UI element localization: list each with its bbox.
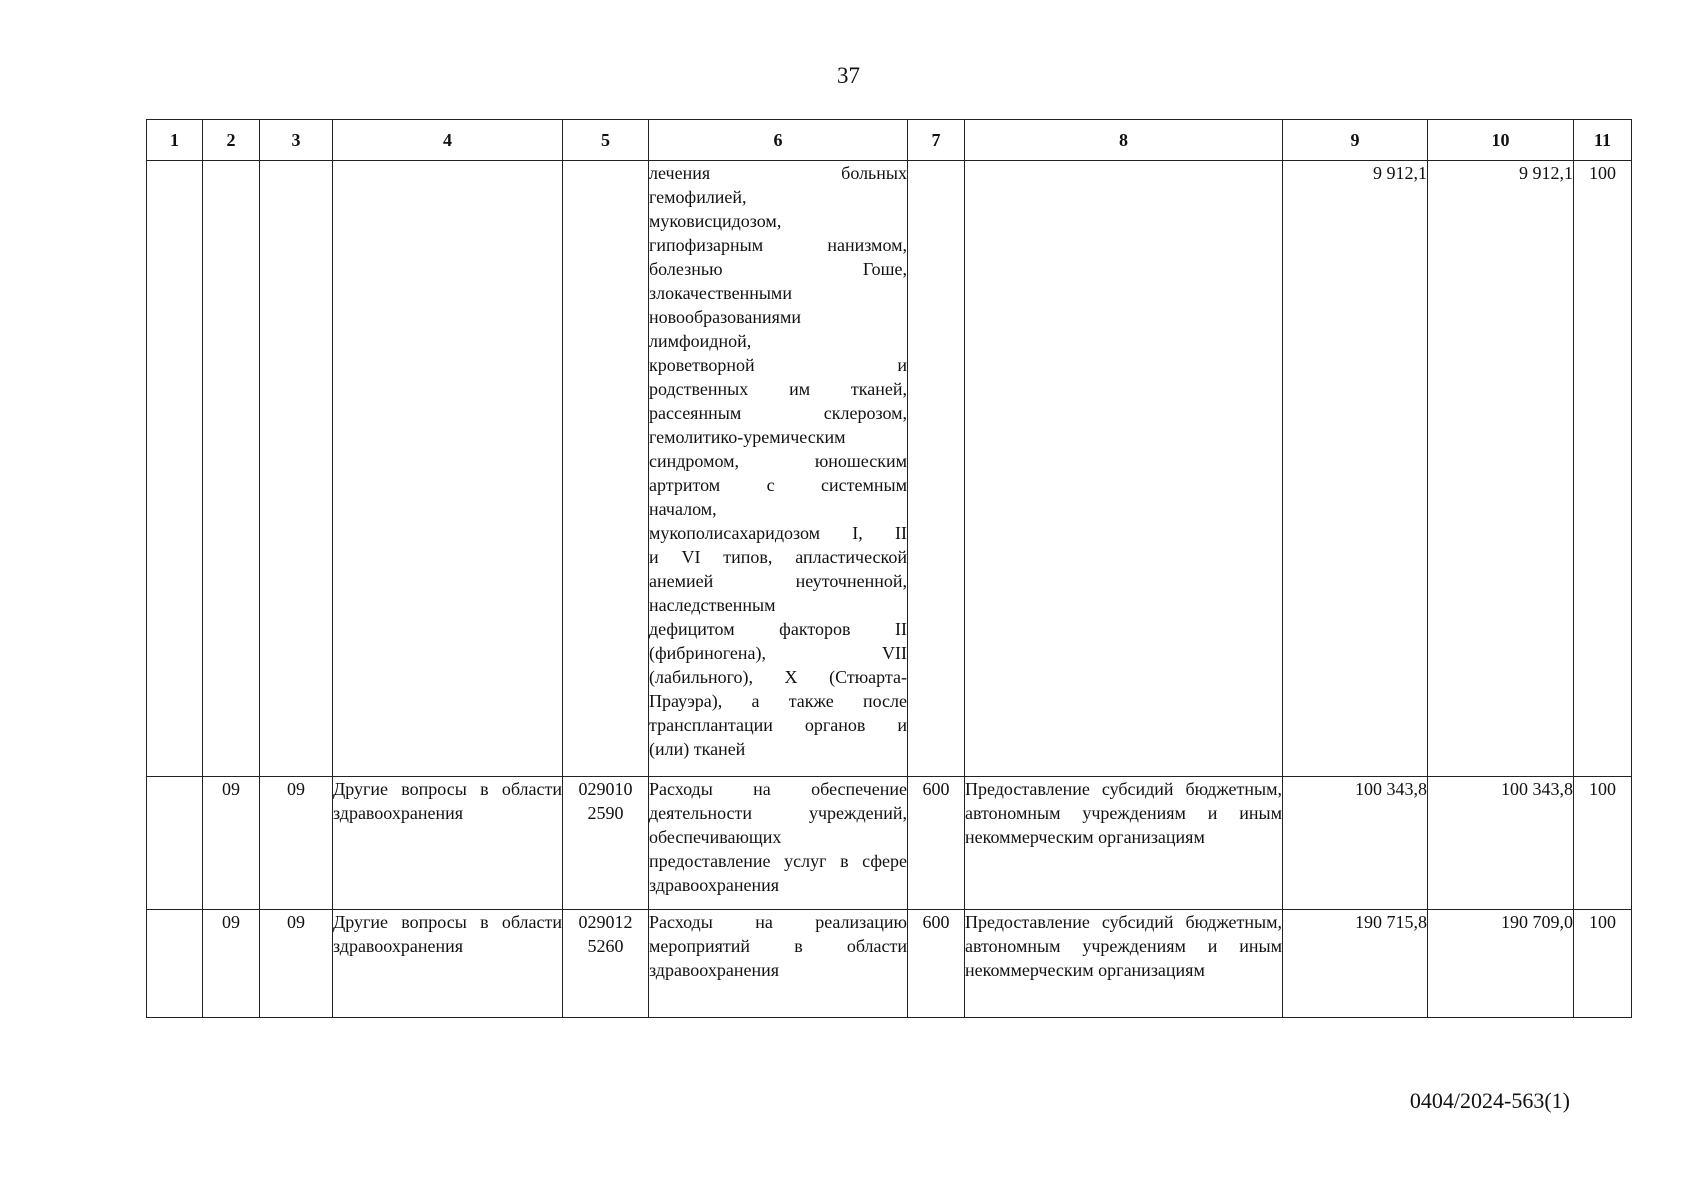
table-row [147,910,1632,1018]
column-header-7: 7 [908,120,965,161]
description-line: лечения больных [649,163,907,183]
cell-subsection [260,161,333,777]
description-line: муковисцидозом, [649,211,782,231]
column-header-5: 5 [563,120,649,161]
target-code-part: 2590 [587,803,624,823]
description-line: дефицитом факторов II [649,619,907,639]
cell-col1 [147,910,203,1018]
cell-subsection: 09 [260,777,333,910]
target-code-part: 029012 [578,912,633,932]
target-code-part: 029010 [578,779,633,799]
cell-subsection: 09 [260,910,333,1018]
cell-target-code [563,777,649,910]
column-header-8: 8 [965,120,1283,161]
description-line: злокачественными [649,283,792,303]
document-id: 0404/2024-563(1) [1409,1088,1570,1113]
description-line: гемофилией, [649,187,747,207]
column-header-4: 4 [333,120,563,161]
cell-amount-executed: 190 709,0 [1428,910,1574,1018]
cell-amount-planned: 100 343,8 [1283,777,1428,910]
cell-execution-percent: 100 [1574,910,1632,1018]
description-line: лимфоидной, [649,331,752,351]
cell-amount-executed: 9 912,1 [1428,161,1574,777]
cell-amount-planned: 190 715,8 [1283,910,1428,1018]
cell-section: 09 [203,910,260,1018]
cell-expense-type-name: Предоставление субсидий бюджетным, автономным учреждениям и иным некоммерческим организациям [965,910,1283,1018]
table-row [147,777,1632,910]
description-line: артритом с системным [649,475,907,495]
column-header-6: 6 [649,120,908,161]
description-line: (фибриногена), VII [649,643,907,663]
column-header-3: 3 [260,120,333,161]
cell-expense-type-name [965,161,1283,777]
cell-expense-type-code: 600 [908,777,965,910]
description-line: родственных им тканей, [649,379,907,399]
cell-target-code [563,161,649,777]
cell-execution-percent: 100 [1574,161,1632,777]
cell-expense-description [649,161,908,777]
description-line: началом, [649,499,717,519]
column-header-1: 1 [147,120,203,161]
target-code-part: 5260 [587,936,624,956]
description-line: гипофизарным нанизмом, [649,235,907,255]
table-row [147,161,1632,777]
description-line: наследственным [649,595,776,615]
column-header-9: 9 [1283,120,1428,161]
cell-execution-percent: 100 [1574,777,1632,910]
cell-expense-type-code: 600 [908,910,965,1018]
description-line: трансплантации органов и [649,715,907,735]
cell-col1 [147,161,203,777]
column-header-10: 10 [1428,120,1574,161]
description-line: анемией неуточненной, [649,571,907,591]
description-line: Прауэра), а также после [649,691,907,711]
cell-section [203,161,260,777]
cell-amount-planned: 9 912,1 [1283,161,1428,777]
description-line: гемолитико-уремическим [649,427,846,447]
cell-expense-type-code [908,161,965,777]
cell-section-name [333,161,563,777]
cell-col1 [147,777,203,910]
cell-section: 09 [203,777,260,910]
description-line: рассеянным склерозом, [649,403,907,423]
description-line: синдромом, юношеским [649,451,907,471]
description-line: и VI типов, апластической [649,547,907,567]
description-line: (лабильного), X (Стюарта- [649,667,907,687]
description-line: (или) тканей [649,739,746,759]
budget-table [146,119,1632,1018]
table-header-row [147,120,1632,161]
description-line: болезнью Гоше, [649,259,907,279]
cell-amount-executed: 100 343,8 [1428,777,1574,910]
page-number: 37 [837,63,860,88]
cell-target-code [563,910,649,1018]
description-line: новообразованиями [649,307,801,327]
description-line: кроветворной и [649,355,907,375]
description-line: мукополисахаридозом I, II [649,523,907,543]
cell-section-name: Другие вопросы в области здравоохранения [333,910,563,1018]
column-header-2: 2 [203,120,260,161]
cell-expense-description: Расходы на реализацию мероприятий в области здравоохранения [649,910,908,1018]
cell-expense-type-name: Предоставление субсидий бюджетным, автономным учреждениям и иным некоммерческим организациям [965,777,1283,910]
cell-section-name: Другие вопросы в области здравоохранения [333,777,563,910]
cell-expense-description: Расходы на обеспечение деятельности учреждений, обеспечивающих предоставление услуг в сфере здравоохранения [649,777,908,910]
column-header-11: 11 [1574,120,1632,161]
